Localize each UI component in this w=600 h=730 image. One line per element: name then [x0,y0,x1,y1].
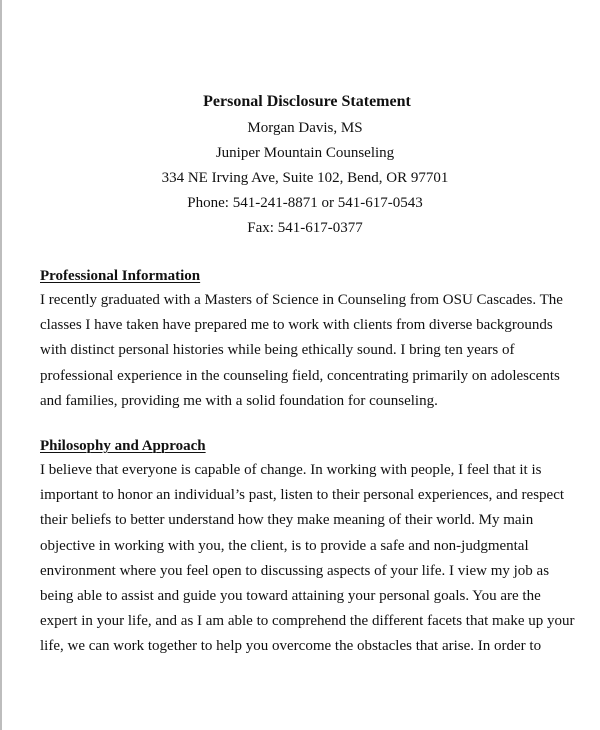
paragraph-line: important to honor an individual’s past, listen to their personal experiences, and respect [40,487,565,504]
contact-phone: Phone: 541-241-8871 or 541-617-0543 [187,195,423,211]
paragraph-line: life, we can work together to help you overcome the obstacles that arise. In order to [40,638,542,655]
section-paragraph [40,458,575,660]
contact-block [40,116,570,241]
paragraph-line: classes I have taken have prepared me to work with clients from diverse backgrounds [40,317,553,334]
section-heading: Philosophy and Approach [40,438,206,455]
contact-organization: Juniper Mountain Counseling [215,145,395,161]
document-body [40,91,575,660]
contact-name: Morgan Davis, MS [247,120,363,136]
paragraph-line: and families, providing me with a solid foundation for counseling. [40,392,438,409]
paragraph-line: I recently graduated with a Masters of Science in Counseling from OSU Cascades. The [40,292,563,308]
section-philosophy-and-approach [40,437,575,660]
section-professional-information [40,267,570,414]
paragraph-line: with distinct personal histories while being ethically sound. I bring ten years of [40,342,515,359]
section-paragraph [40,288,570,414]
contact-fax: Fax: 541-617-0377 [247,220,363,236]
section-heading: Professional Information [40,268,201,284]
paragraph-line: professional experience in the counseling field, concentrating primarily on adolescents [40,367,560,384]
paragraph-line: objective in working with you, the client, is to provide a safe and non-judgmental [40,537,529,554]
paragraph-line: environment where you feel open to discussing aspects of your life. I view my job as [40,562,550,579]
contact-address: 334 NE Irving Ave, Suite 102, Bend, OR 97701 [161,170,449,186]
paragraph-line: being able to assist and guide you toward attaining your personal goals. You are the [40,588,541,605]
paragraph-line: expert in your life, and as I am able to comprehend the different facets that make up your [40,613,575,630]
document-title: Personal Disclosure Statement [203,93,411,110]
page-edge-shadow [0,0,2,730]
paragraph-line: I believe that everyone is capable of change. In working with people, I feel that it is [40,462,542,479]
paragraph-line: their beliefs to better understand how they make meaning of their world. My main [40,512,534,529]
